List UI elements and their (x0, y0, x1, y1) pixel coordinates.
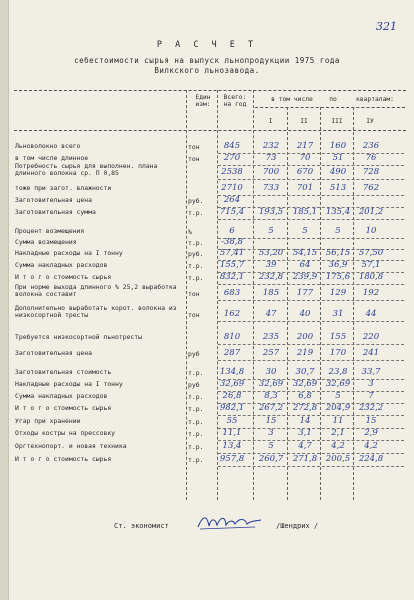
cell-total: 270 (223, 153, 241, 163)
row-label: Потребность сырья для выполнен. плана длинного волокна ср. П 0,85 (15, 162, 158, 177)
row-label: Сумма накладных расходов (15, 392, 108, 400)
cell-q3: 513 (329, 183, 347, 193)
cell-q1: 15 (265, 416, 277, 426)
table-row (0, 405, 414, 415)
row-unit: руб (188, 350, 200, 358)
table-row (0, 197, 414, 207)
cell-q1: 8,3 (264, 391, 278, 401)
cell-q4: 57,50 (358, 248, 384, 258)
cell-q2: 701 (296, 183, 314, 193)
row-label: И т о г о стоимость сырья (15, 273, 112, 281)
cell-total: 2710 (221, 183, 243, 193)
header-total: Всего: на год (223, 94, 247, 108)
cell-q1: 30 (265, 367, 277, 377)
header-q2: II (300, 118, 308, 125)
cell-q4: 4,2 (364, 441, 378, 451)
cell-total: 26,8 (222, 391, 242, 401)
header-quarters: кварталам: (356, 96, 394, 103)
signature-label: Ст. экономист (114, 522, 169, 530)
cell-q2: 239,9 (292, 272, 318, 282)
page-edge (0, 0, 9, 600)
cell-q4: 180,8 (358, 272, 384, 282)
cell-total: 57,41 (219, 248, 245, 258)
cell-q4: 44 (365, 309, 377, 319)
cell-q2: 185,1 (292, 207, 318, 217)
cell-q3: 2,1 (331, 428, 345, 438)
cell-total: 55 (226, 416, 238, 426)
cell-q3: 200,5 (325, 454, 351, 464)
table-top-rule (14, 90, 406, 91)
cell-q1: 700 (262, 167, 280, 177)
row-unit: т.р. (188, 430, 204, 438)
table-row (0, 393, 414, 403)
cell-q4: 10 (365, 226, 377, 236)
cell-q1: 193,5 (258, 207, 284, 217)
header-q4: IУ (366, 118, 374, 125)
cell-total: 11,1 (222, 428, 242, 438)
header-q3: III (331, 118, 343, 125)
cell-q4: 762 (362, 183, 380, 193)
cell-total: 683 (223, 288, 241, 298)
handwritten-signature (195, 512, 265, 532)
cell-q4: 220 (362, 332, 380, 342)
cell-total: 845 (223, 141, 241, 151)
row-unit: % (188, 228, 192, 236)
cell-q3: 31 (332, 309, 344, 319)
cell-total: 264 (223, 195, 241, 205)
cell-q4: 2,9 (364, 428, 378, 438)
row-label: Заготовительная цена (15, 349, 92, 357)
row-underline (218, 466, 404, 467)
row-label: Сумма накладных расходов (15, 261, 108, 269)
cell-total: 32,69 (219, 379, 245, 389)
cell-q4: 57,1 (361, 260, 381, 270)
cell-q2: 6,8 (298, 391, 312, 401)
cell-q1: 5 (268, 441, 274, 451)
cell-total: 810 (223, 332, 241, 342)
row-label: Процент возмещения (15, 227, 85, 235)
cell-q3: 135,4 (325, 207, 351, 217)
row-label: И т о г о стоимость сырья (15, 404, 112, 412)
table-row (0, 369, 414, 379)
header-unit: Един изм: (195, 94, 211, 108)
cell-q4: 224,8 (358, 454, 384, 464)
row-label: Требуется низкосортной льнотресты (15, 333, 142, 341)
header-including: в том числе (271, 96, 313, 103)
row-label: Накладные расходы на I тонну (15, 380, 123, 388)
row-label: Заготовительная сумма (15, 208, 96, 216)
table-row (0, 456, 414, 466)
row-underline (218, 300, 404, 301)
cell-q1: 232 (262, 141, 280, 151)
row-unit: т.р. (188, 262, 204, 270)
cell-q2: 670 (296, 167, 314, 177)
cell-q2: 219 (296, 348, 314, 358)
cell-q4: 728 (362, 167, 380, 177)
table-row (0, 143, 414, 153)
cell-q4: 192 (362, 288, 380, 298)
cell-q3: 155 (329, 332, 347, 342)
row-label: в том числе длинное (15, 154, 89, 162)
row-label: Угар при хранении (15, 417, 81, 425)
cell-q2: 271,8 (292, 454, 318, 464)
cell-q4: 76 (365, 153, 377, 163)
cell-q2: 70 (299, 153, 311, 163)
cell-q1: 733 (262, 183, 280, 193)
row-unit: т.р. (188, 405, 204, 413)
row-unit: т.р. (188, 209, 204, 217)
table-row (0, 334, 414, 344)
cell-q3: 5 (335, 391, 341, 401)
cell-q1: 260,7 (258, 454, 284, 464)
cell-q1: 47 (265, 309, 277, 319)
cell-q3: 32,69 (325, 379, 351, 389)
table-row (0, 350, 414, 360)
row-underline (218, 360, 404, 361)
header-q1: I (268, 118, 273, 125)
cell-total: -38,8 (221, 237, 243, 247)
cell-q3: 36,9 (328, 260, 348, 270)
row-underline (218, 179, 404, 180)
cell-q2: 64 (299, 260, 311, 270)
cell-total: 155,7 (219, 260, 245, 270)
cell-q2: 272,8 (292, 403, 318, 413)
cell-q1: 235 (262, 332, 280, 342)
table-header-rule (14, 130, 406, 131)
cell-total: 162 (223, 309, 241, 319)
row-label: Льноволокно всего (15, 142, 81, 150)
row-unit: тон (188, 155, 200, 163)
cell-q4: 241 (362, 348, 380, 358)
row-underline (218, 219, 404, 220)
row-unit: т.р. (188, 443, 204, 451)
signature-name: /Шендрих / (276, 522, 319, 530)
page-number: 321 (376, 20, 397, 33)
cell-q1: 185 (262, 288, 280, 298)
header-by: по (329, 96, 337, 103)
cell-q4: 3 (368, 379, 374, 389)
cell-q3: 160 (329, 141, 347, 151)
table-row (0, 250, 414, 260)
document-title: Р А С Ч Е Т (156, 40, 258, 50)
row-label: При норме выхода длинного % 25,2 выработка волокна составит (15, 283, 177, 298)
cell-q4: 201,2 (358, 207, 384, 217)
row-label: Накладные расходы на I тонну (15, 249, 123, 257)
row-unit: руб. (188, 197, 204, 205)
cell-q1: 32,69 (258, 379, 284, 389)
cell-total: 982,1 (219, 403, 245, 413)
row-unit: т.р. (188, 369, 204, 377)
row-underline (218, 321, 404, 322)
cell-total: 957,8 (219, 454, 245, 464)
row-label: тоже при загот. влажности (15, 184, 112, 192)
cell-q4: 7 (368, 391, 374, 401)
cell-q2: 200 (296, 332, 314, 342)
row-unit: руб. (188, 250, 204, 258)
cell-q2: 14 (299, 416, 311, 426)
table-row (0, 418, 414, 428)
table-row (0, 262, 414, 272)
table-row (0, 185, 414, 195)
cell-q4: 33,7 (361, 367, 381, 377)
row-unit: тон (188, 290, 200, 298)
table-row (0, 304, 414, 321)
cell-total: 134,8 (219, 367, 245, 377)
table-row (0, 443, 414, 453)
row-label: Отходы костры на прессовку (15, 429, 116, 437)
cell-q1: 232,8 (258, 272, 284, 282)
row-underline (218, 344, 404, 345)
table-row (0, 430, 414, 440)
document-subtitle: себестоимости сырья на выпуск льнопродукции 1975 года (74, 56, 340, 65)
row-label: Дополнительно выработать корот. волокна из низкосортной тресты (15, 304, 177, 319)
cell-q2: 40 (299, 309, 311, 319)
cell-q4: 232,2 (358, 403, 384, 413)
cell-q3: 490 (329, 167, 347, 177)
cell-q1: 257 (262, 348, 280, 358)
cell-q2: 177 (296, 288, 314, 298)
cell-q1: 73 (265, 153, 277, 163)
cell-q1: 5 (268, 226, 274, 236)
cell-q3: 56,15 (325, 248, 351, 258)
row-unit: т.р. (188, 418, 204, 426)
cell-total: 13,4 (222, 441, 242, 451)
table-row (0, 228, 414, 238)
cell-q2: 54,15 (292, 248, 318, 258)
row-label: Оргтехнопорт. и новая техника (15, 442, 127, 450)
row-unit: т.р. (188, 393, 204, 401)
cell-q3: 170 (329, 348, 347, 358)
cell-total: 715,4 (219, 207, 245, 217)
cell-q3: 129 (329, 288, 347, 298)
row-unit: т.р. (188, 239, 204, 247)
row-unit: тон (188, 143, 200, 151)
cell-q1: 267,2 (258, 403, 284, 413)
row-unit: т.р. (188, 274, 204, 282)
cell-q3: 51 (332, 153, 344, 163)
cell-total: 287 (223, 348, 241, 358)
row-underline (218, 165, 404, 166)
row-unit: тон (188, 311, 200, 319)
cell-q1: 3 (268, 428, 274, 438)
cell-q3: 204,9 (325, 403, 351, 413)
table-row (0, 209, 414, 219)
table-row (0, 162, 414, 179)
cell-q1: 53,20 (258, 248, 284, 258)
header-inner-rule (255, 107, 405, 108)
cell-q4: 236 (362, 141, 380, 151)
table-row (0, 283, 414, 300)
cell-q3: 11 (332, 416, 344, 426)
row-label: Заготовительная стоимость (15, 368, 112, 376)
row-label: И т о г о стоимость сырья (15, 455, 112, 463)
cell-q3: 175,6 (325, 272, 351, 282)
table-row (0, 381, 414, 391)
cell-q2: 217 (296, 141, 314, 151)
cell-total: 6 (229, 226, 235, 236)
cell-total: 2538 (221, 167, 243, 177)
row-unit: т.р. (188, 456, 204, 464)
cell-q2: 30,7 (295, 367, 315, 377)
cell-q4: 15 (365, 416, 377, 426)
document-subtitle-2: Вилкского льнозавода. (154, 66, 260, 75)
cell-q3: 4,2 (331, 441, 345, 451)
row-label: Сумма возмещения (15, 238, 77, 246)
cell-q3: 5 (335, 226, 341, 236)
row-unit: руб (188, 381, 200, 389)
row-underline (218, 284, 404, 285)
row-label: Заготовительная цена (15, 196, 92, 204)
cell-q2: 4,7 (298, 441, 312, 451)
cell-q2: 5 (302, 226, 308, 236)
cell-q3: 23,8 (328, 367, 348, 377)
cell-q2: 3,1 (298, 428, 312, 438)
cell-q2: 32,69 (292, 379, 318, 389)
cell-total: 832,1 (219, 272, 245, 282)
cell-q1: 39 (265, 260, 277, 270)
